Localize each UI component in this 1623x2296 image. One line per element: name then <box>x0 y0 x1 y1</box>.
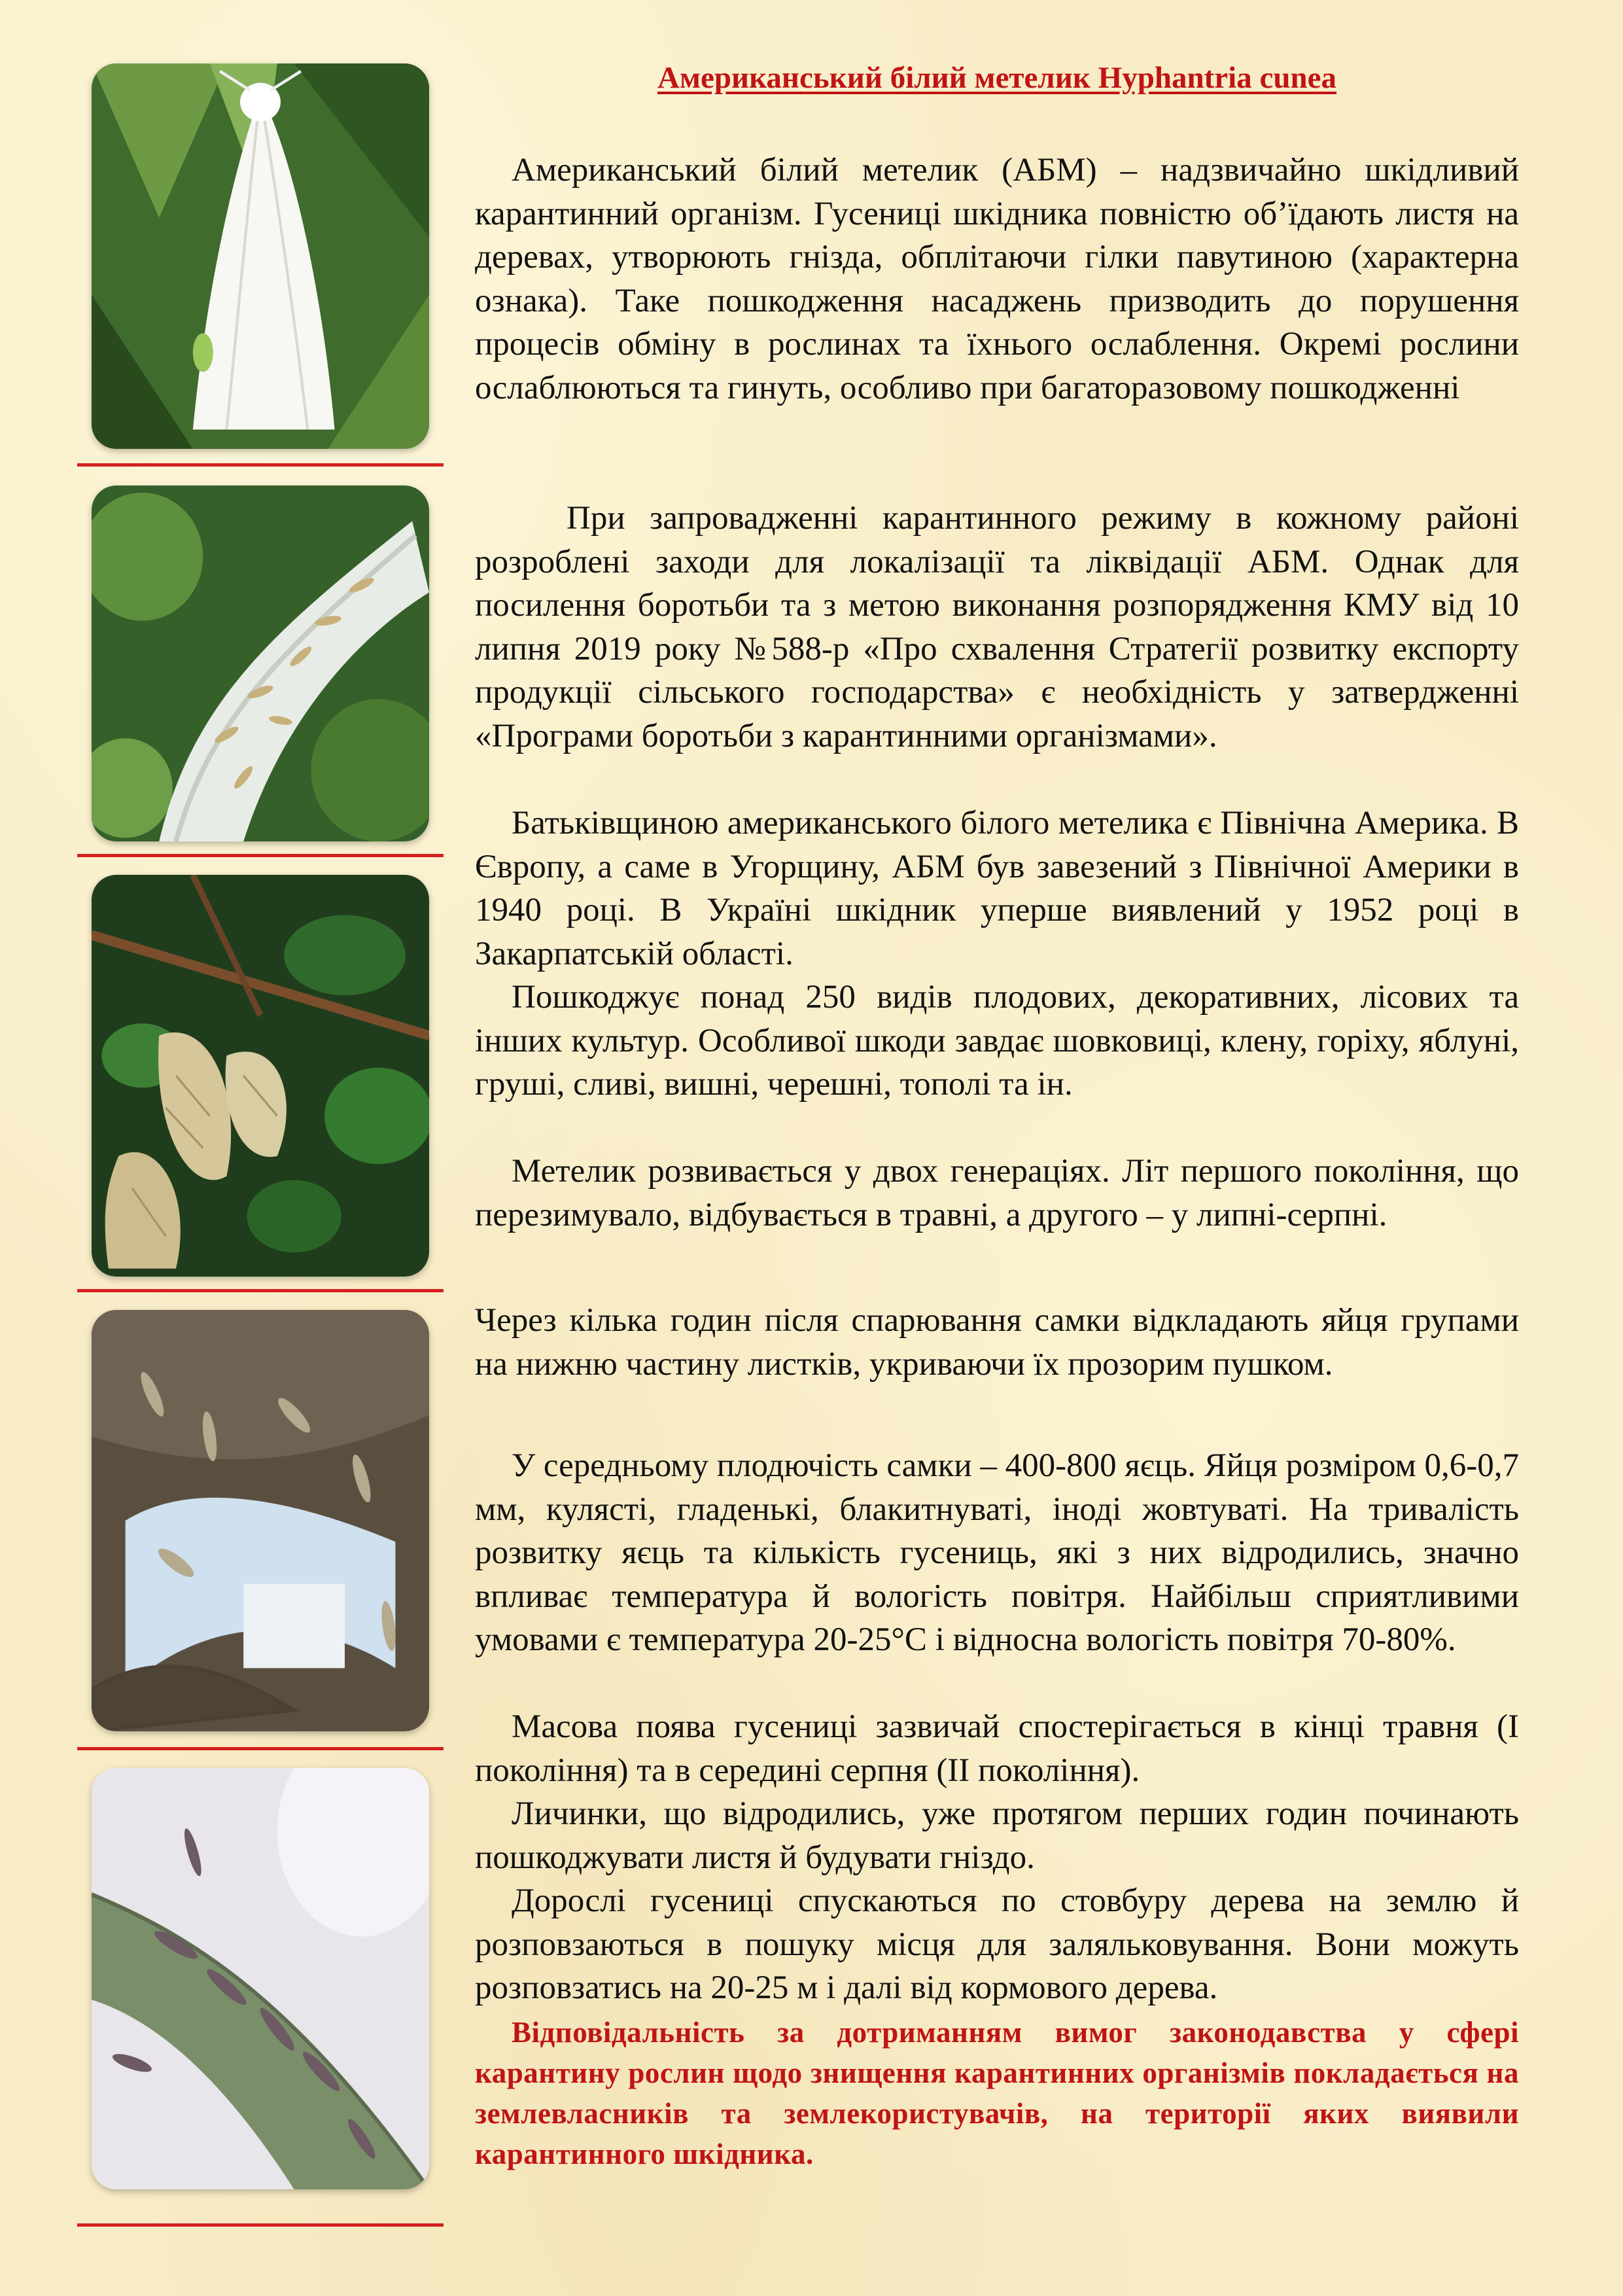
responsibility-warning: Відповідальність за дотриманням вимог законодавства у сфері карантину рослин щодо знищення карантинних організмів покладається на землевласників та землекористувачів, на території яких виявили карантинного шкідника. <box>475 2016 1519 2170</box>
photo-damaged-leaves <box>77 867 444 1292</box>
photo-divider <box>77 854 444 857</box>
photo-caterpillars-web <box>77 1302 444 1747</box>
photo-divider <box>77 2223 444 2227</box>
paragraph-quarantine: При запровадженні карантинного режиму в кожному районі розроблені заходи для локалізації та ліквідації АБМ. Однак для посилення боротьби та з метою виконання розпорядження КМУ від 10 липня 2019 року №588-р «Про схвалення Стратегії розвитку експорту продукції сільського господарства» є необхідність у затвердженні «Програми боротьби з карантинними організмами». <box>475 500 1519 754</box>
page-title: Американський білий метелик Hyphantria cunea <box>657 61 1336 95</box>
paragraph-damage: Пошкоджує понад 250 видів плодових, декоративних, лісових та інших культур. Особливої шкоди завдає шовковиці, клену, горіху, яблуні, груші, сливі, вишні, черешні, тополі та ін. <box>475 979 1519 1103</box>
paragraph-eggs: Через кілька годин після спарювання самки відкладають яйця групами на нижню частину листків, укриваючи їх прозорим пушком. <box>475 1302 1519 1383</box>
paragraph-intro: Американський білий метелик (АБМ) – надзвичайно шкідливий карантинний організм. Гусениці шкідника повністю об’їдають листя на деревах, утворюють гнізда, обплітаючи гілки павутиною (характерна ознака). Таке пошкодження насаджень призводить до порушення процесів обміну в рослинах та їхнього ослаблення. Окремі рослини ослаблюються та гинуть, особливо при багаторазовому пошкодженні <box>475 152 1519 406</box>
paragraph-pupation: Дорослі гусениці спускаються по стовбуру дерева на землю й розповзаються в пошуку місця для заляльковування. Вони можуть розповзатись на 20-25 м і далі від кормового дерева. <box>475 1882 1519 2006</box>
paragraph-emergence: Масова поява гусениці зазвичай спостерігається в кінці травня (І покоління) та в середині серпня (ІІ покоління). <box>475 1708 1519 1789</box>
photo-caterpillars-leaf <box>77 1760 444 2205</box>
paragraph-generations: Метелик розвивається у двох генераціях. Літ першого покоління, що перезимувало, відбувається в травні, а другого – у липні-серпні. <box>475 1153 1519 1233</box>
paragraph-larvae: Личинки, що відродились, уже протягом перших годин починають пошкоджувати листя й будувати гніздо. <box>475 1795 1519 1876</box>
photo-white-moth <box>77 56 444 465</box>
paragraph-fertility: У середньому плодючість самки – 400-800 яєць. Яйця розміром 0,6-0,7 мм, кулясті, гладенькі, блакитнуваті, іноді жовтуваті. На тривалість розвитку яєць та кількість гусениць, які з них відродились, значно впливає температура й вологість повітря. Найбільш сприятливими умовами є температура 20-25°С і відносна вологість повітря 70-80%. <box>475 1447 1519 1658</box>
photo-divider <box>77 1289 444 1292</box>
paragraph-origin: Батьківщиною американського білого метелика є Північна Америка. В Європу, а саме в Угорщину, АБМ був завезений з Північної Америки в 1940 році. В Україні шкідник уперше виявлений у 1952 році в Закарпатській області. <box>475 805 1519 972</box>
photo-divider <box>77 1747 444 1750</box>
photo-web-nest <box>77 478 444 857</box>
photo-divider <box>77 463 444 467</box>
